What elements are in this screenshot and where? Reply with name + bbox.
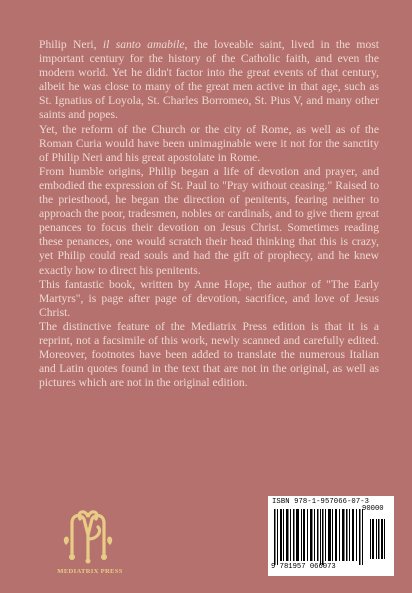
paragraph-1 xyxy=(39,38,379,123)
paragraph-5: The distinctive feature of the Mediatrix Press edition is that it is a reprint, not a facsimile of this work, newly scanned and carefully edited. Moreover, footnotes have been added to translate the numerous Italian and Latin quotes found in the text that are not in the original, as well as pictures which are not in the original edition. xyxy=(39,319,379,390)
mr-monogram-icon xyxy=(58,505,118,565)
barcode-box xyxy=(268,496,394,576)
paragraph-4: This fantastic book, written by Anne Hope, the author of "The Early Martyrs", is page after page of devotion, sacrifice, and love of Jesus Christ. xyxy=(39,277,379,319)
isbn-label: ISBN 978-1-957066-07-3 xyxy=(272,498,370,506)
paragraph-1-rest: , the loveable saint, lived in the most important century for the history of the Catholic faith, and even the modern world. Yet he didn't factor into the great events of that century, albeit he was close to many of the great men active in that age, such as St. Ignatius of Loyola, St. Charles Borromeo, St. Pius V, and many other saints and popes. xyxy=(39,38,379,122)
paragraph-1-italic: il santo amabile xyxy=(102,38,185,51)
paragraph-2: Yet, the reform of the Church or the city of Rome, as well as of the Roman Curia would have been unimaginable were it not for the sanctity of Philip Neri and his great apostolate in Rome. xyxy=(39,122,379,164)
publisher-name: MEDIATRIX PRESS xyxy=(57,568,123,575)
price-code: 90000 xyxy=(362,505,384,513)
ean-digits: 9 781957 066073 xyxy=(271,563,336,571)
blurb-text xyxy=(39,38,379,390)
paragraph-3: From humble origins, Philip began a life of devotion and prayer, and embodied the expression of St. Paul to "Pray without ceasing." Raised to the priesthood, he began the direction of penitents, fearing neither to approach the poor, tradesmen, nobles or cardinals, and to give them great penances to focus their devotion on Jesus Christ. Sometimes reading these penances, one would scratch their head thinking that this is crazy, yet Philip could read souls and had the gift of prophecy, and he knew exactly how to direct his penitents. xyxy=(39,164,379,277)
paragraph-1-lead: Philip Neri, xyxy=(39,38,103,51)
barcode-icon xyxy=(274,509,386,565)
